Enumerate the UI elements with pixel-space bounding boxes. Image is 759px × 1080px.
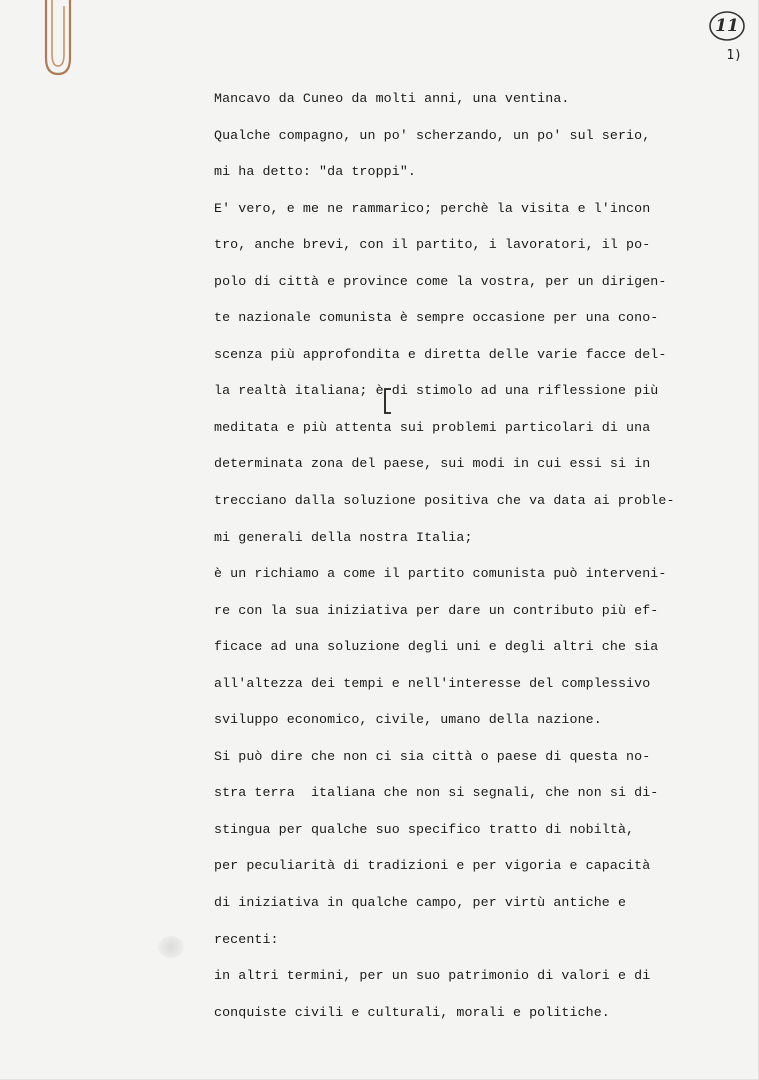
text-line: mi generali della nostra Italia; <box>214 529 473 545</box>
paperclip-icon <box>38 0 80 80</box>
paper-smudge <box>158 936 184 958</box>
text-line: Si può dire che non ci sia città o paese di questa no- <box>214 748 651 764</box>
text-line: trecciano dalla soluzione positiva che va data ai proble- <box>214 493 675 509</box>
text-line: di iniziativa in qualche campo, per virtù antiche e <box>214 895 627 911</box>
text-line: la realtà italiana; è di stimolo ad una riflessione più <box>214 383 659 399</box>
text-line: è un richiamo a come il partito comunista può interveni- <box>214 566 667 582</box>
text-line: sviluppo economico, civile, umano della nazione. <box>214 712 602 728</box>
text-line: stra terra italiana che non si segnali, che non si di- <box>214 785 659 801</box>
text-line: ficace ad una soluzione degli uni e degli altri che sia <box>214 639 659 655</box>
text-line: E' vero, e me ne rammarico; perchè la visita e l'incon <box>214 200 651 216</box>
typed-text-body <box>214 86 734 1036</box>
text-line: Mancavo da Cuneo da molti anni, una ventina. <box>214 91 570 106</box>
text-line: recenti: <box>214 931 279 947</box>
text-line: Qualche compagno, un po' scherzando, un po' sul serio, <box>214 127 651 143</box>
text-line: meditata e più attenta sui problemi particolari di una <box>214 419 651 435</box>
page-number: 1) <box>726 48 742 63</box>
text-line: conquiste civili e culturali, morali e politiche. <box>214 1004 610 1020</box>
text-line: all'altezza dei tempi e nell'interesse del complessivo <box>214 675 651 691</box>
text-line: re con la sua iniziativa per dare un contributo più ef- <box>214 602 659 618</box>
text-line: mi ha detto: "da troppi". <box>214 164 416 180</box>
archive-mark-number: 11 <box>715 16 739 36</box>
text-line: in altri termini, per un suo patrimonio di valori e di <box>214 968 651 984</box>
text-line: polo di città e province come la vostra, per un dirigen- <box>214 273 667 289</box>
text-line: stingua per qualche suo specifico tratto di nobiltà, <box>214 821 635 837</box>
text-line: per peculiarità di tradizioni e per vigoria e capacità <box>214 858 651 874</box>
text-line: determinata zona del paese, sui modi in cui essi si in <box>214 456 651 472</box>
text-line: tro, anche brevi, con il partito, i lavoratori, il po- <box>214 237 651 253</box>
text-line: te nazionale comunista è sempre occasione per una cono- <box>214 310 659 326</box>
text-line: scenza più approfondita e diretta delle varie facce del- <box>214 346 667 362</box>
